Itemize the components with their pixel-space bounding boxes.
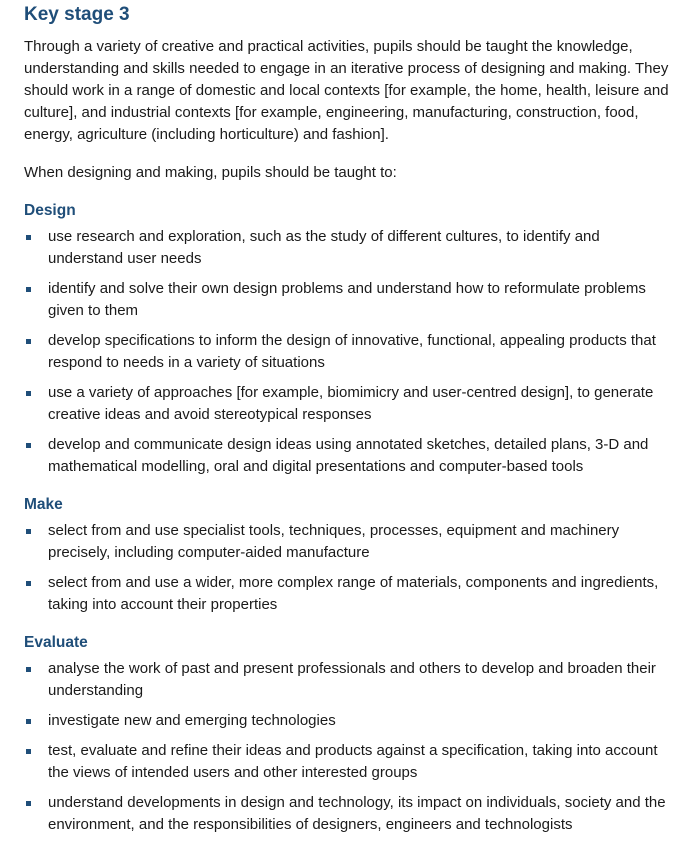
bullet-icon — [26, 391, 31, 396]
lead-sentence: When designing and making, pupils should be taught to: — [24, 164, 397, 181]
list-item — [24, 278, 674, 322]
bullet-icon — [26, 749, 31, 754]
list-item — [24, 740, 674, 784]
list-item — [24, 520, 674, 564]
section-heading-evaluate: Evaluate — [24, 634, 88, 651]
bullet-icon — [26, 581, 31, 586]
intro-paragraph: Through a variety of creative and practical activities, pupils should be taught the knowledge, understanding and skills needed to engage in an iterative process of designing and making. They should work in a range of domestic and local contexts [for example, the home, health, leisure and culture], and industrial contexts [for example, engineering, manufacturing, construction, food, energy, agriculture (including horticulture) and fashion]. — [24, 38, 669, 143]
list-item-text: use a variety of approaches [for example, biomimicry and user-centred design], to generate creative ideas and avoid stereotypical responses — [48, 384, 654, 423]
page-title: Key stage 3 — [24, 4, 130, 25]
bullet-icon — [26, 287, 31, 292]
list-item-text: develop specifications to inform the design of innovative, functional, appealing products that respond to needs in a variety of situations — [48, 332, 656, 371]
list-item-text: test, evaluate and refine their ideas and products against a specification, taking into account the views of intended users and other interested groups — [48, 742, 658, 781]
list-item — [24, 226, 674, 270]
list-item-text: select from and use specialist tools, techniques, processes, equipment and machinery precisely, including computer-aided manufacture — [48, 522, 620, 561]
list-item — [24, 434, 674, 478]
bullet-icon — [26, 235, 31, 240]
design-list — [24, 226, 674, 486]
list-item-text: use research and exploration, such as the study of different cultures, to identify and understand user needs — [48, 228, 600, 267]
section-heading-design: Design — [24, 202, 76, 219]
list-item-text: develop and communicate design ideas using annotated sketches, detailed plans, 3-D and mathematical modelling, oral and digital presentations and computer-based tools — [48, 436, 649, 475]
list-item-text: understand developments in design and technology, its impact on individuals, society and the environment, and the responsibilities of designers, engineers and technologists — [48, 794, 666, 833]
list-item-text: investigate new and emerging technologies — [48, 712, 336, 729]
bullet-icon — [26, 667, 31, 672]
section-heading-make: Make — [24, 496, 63, 513]
list-item — [24, 382, 674, 426]
list-item — [24, 792, 674, 836]
list-item-text: select from and use a wider, more complex range of materials, components and ingredients, taking into account their properties — [48, 574, 659, 613]
list-item — [24, 330, 674, 374]
list-item-text: analyse the work of past and present professionals and others to develop and broaden their understanding — [48, 660, 656, 699]
bullet-icon — [26, 801, 31, 806]
bullet-icon — [26, 443, 31, 448]
list-item — [24, 710, 674, 732]
bullet-icon — [26, 719, 31, 724]
make-list — [24, 520, 674, 624]
list-item-text: identify and solve their own design problems and understand how to reformulate problems given to them — [48, 280, 646, 319]
bullet-icon — [26, 529, 31, 534]
evaluate-list — [24, 658, 674, 844]
list-item — [24, 658, 674, 702]
list-item — [24, 572, 674, 616]
bullet-icon — [26, 339, 31, 344]
